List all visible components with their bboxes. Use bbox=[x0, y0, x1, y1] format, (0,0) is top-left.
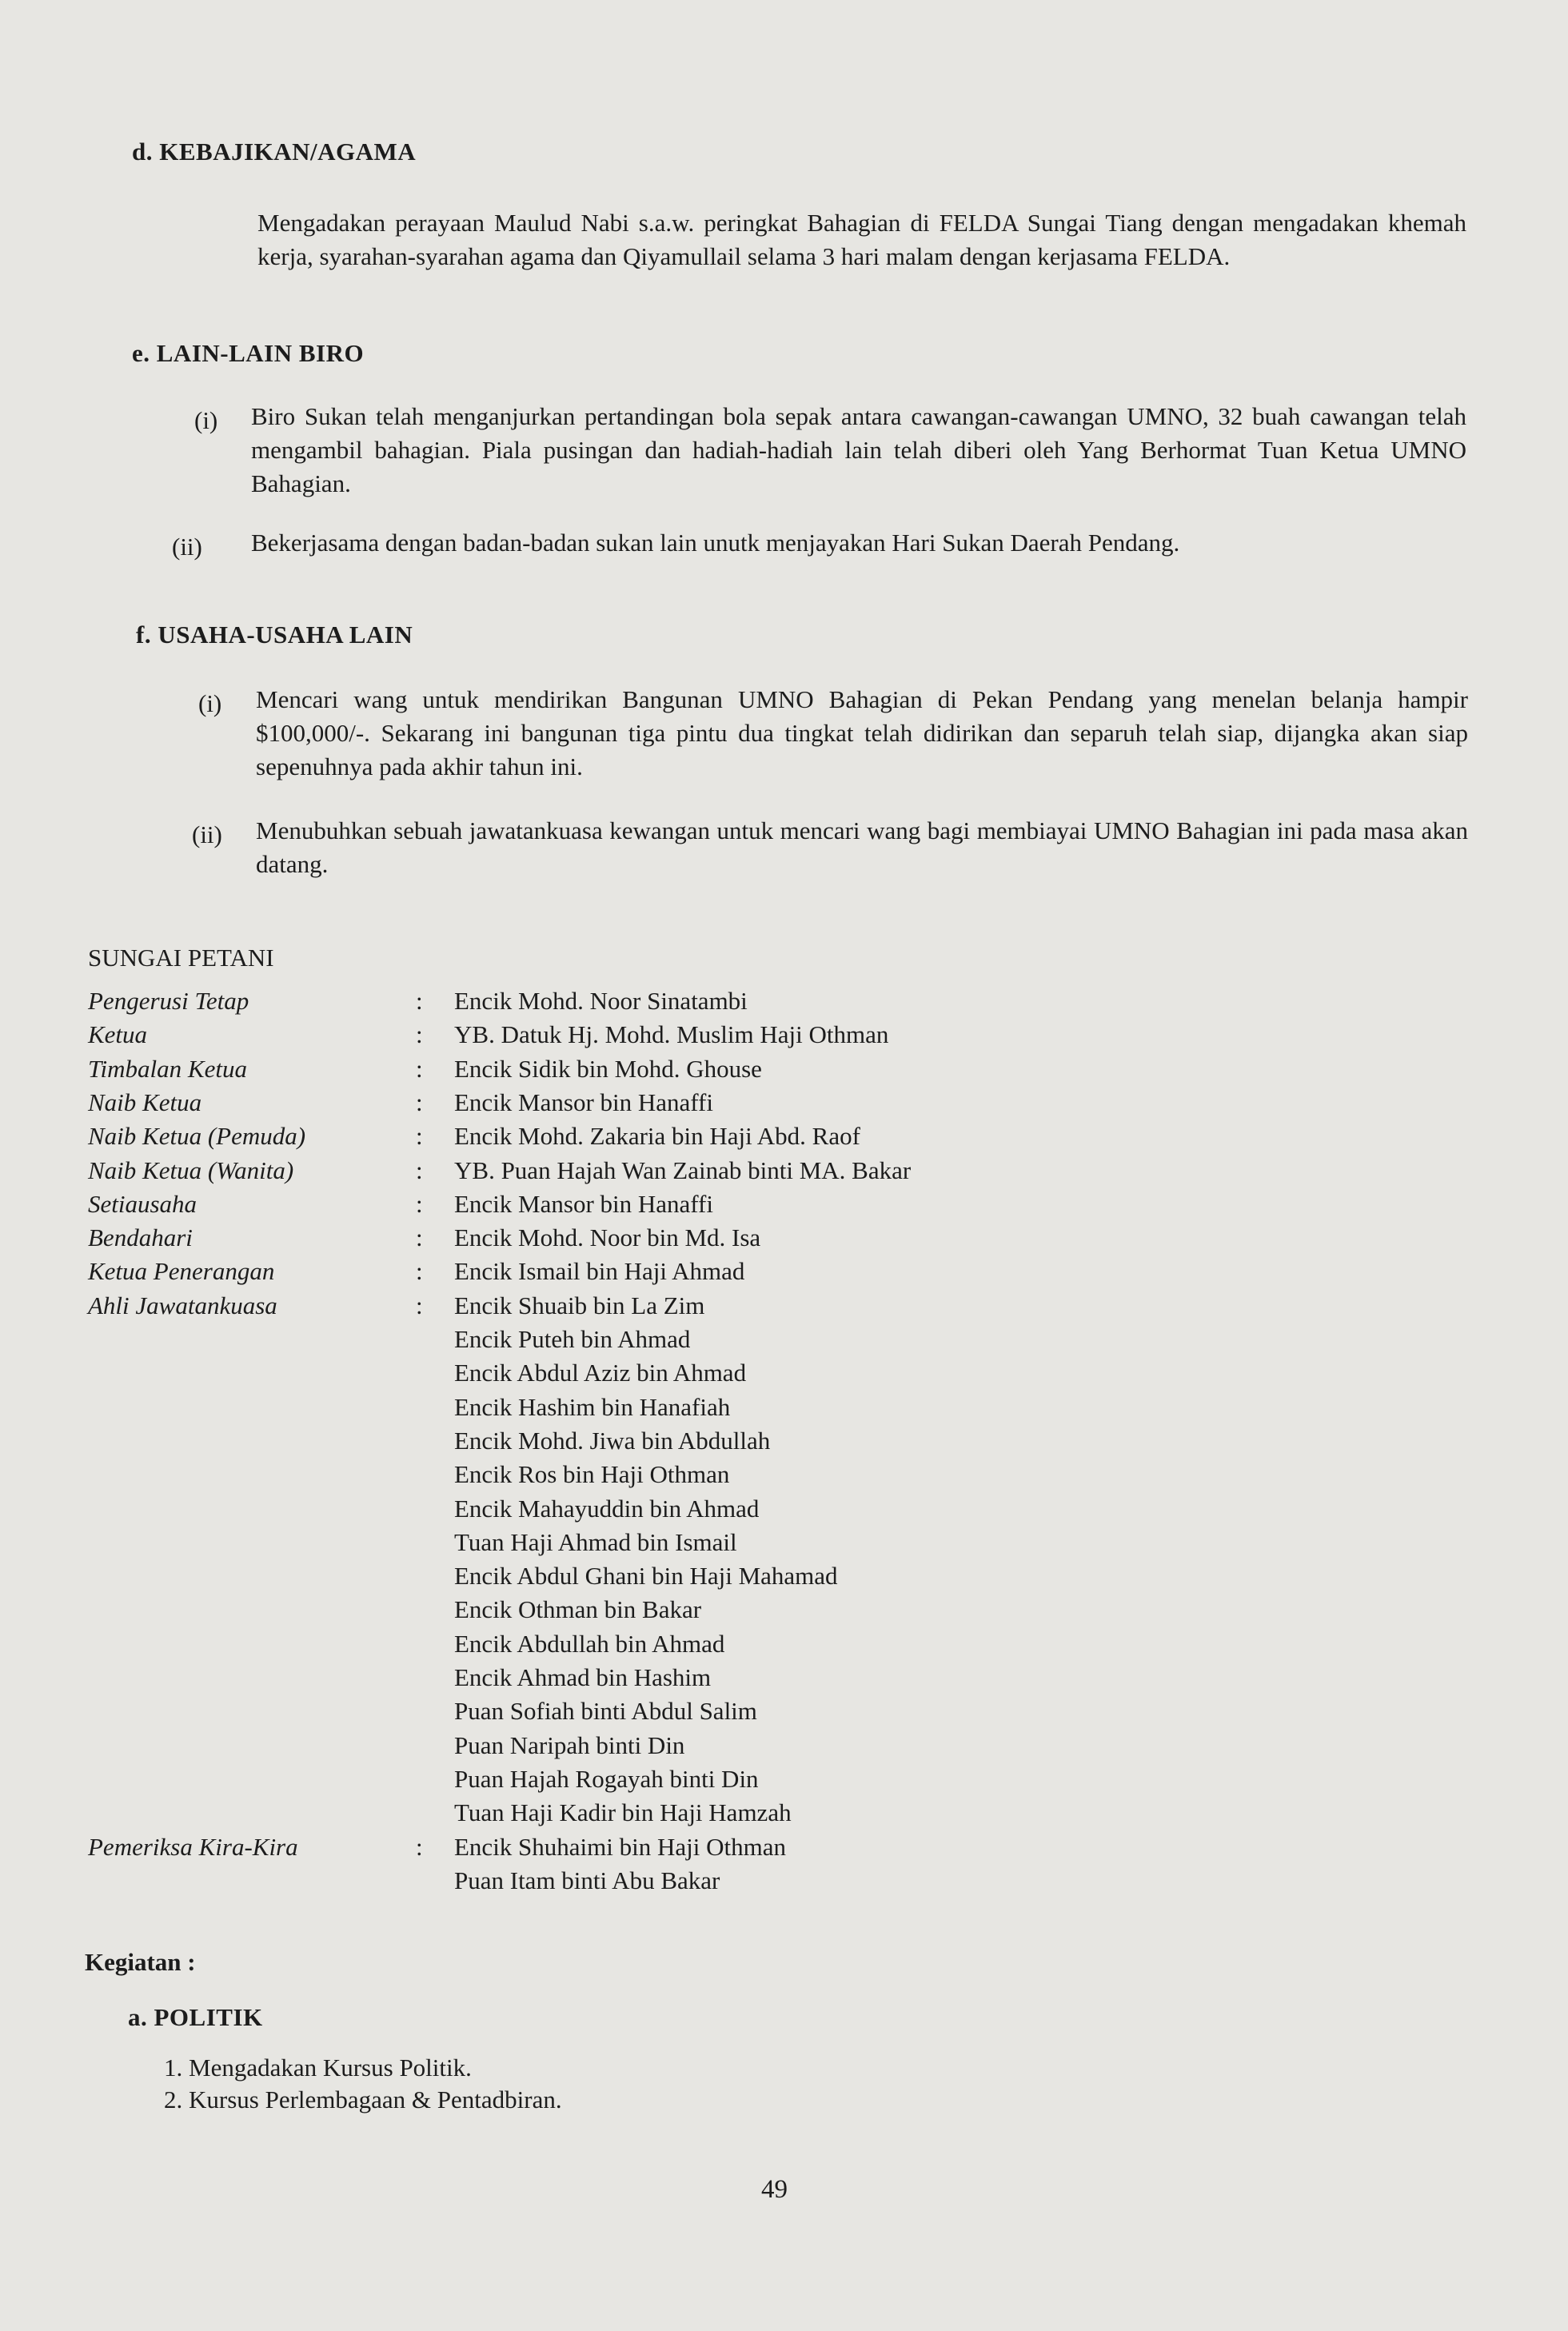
committee-role: Naib Ketua (Wanita) bbox=[88, 1156, 294, 1184]
committee-role: Setiausaha bbox=[88, 1189, 197, 1218]
committee-member-name: Encik Ros bin Haji Othman bbox=[454, 1460, 730, 1489]
committee-colon: : bbox=[416, 1122, 423, 1151]
committee-member-name: Encik Shuaib bin La Zim bbox=[454, 1291, 705, 1319]
committee-member-name: Encik Mohd. Noor Sinatambi bbox=[454, 987, 748, 1015]
committee-member-name: Tuan Haji Ahmad bin Ismail bbox=[454, 1527, 737, 1556]
committee-member-name: Encik Mahayuddin bin Ahmad bbox=[454, 1494, 760, 1523]
committee-role: Pengerusi Tetap bbox=[88, 987, 249, 1015]
committee-colon: : bbox=[416, 1054, 423, 1083]
committee-member-name: Encik Puteh bin Ahmad bbox=[454, 1325, 691, 1353]
committee-member-name: Encik Mohd. Zakaria bin Haji Abd. Raof bbox=[454, 1122, 860, 1151]
kegiatan-heading: Kegiatan : bbox=[85, 1948, 196, 1976]
committee-member-name: Encik Hashim bin Hanafiah bbox=[454, 1392, 731, 1421]
politik-item: 2. Kursus Perlembagaan & Pentadbiran. bbox=[164, 2086, 562, 2113]
committee-member-name: Encik Mohd. Noor bin Md. Isa bbox=[454, 1223, 761, 1252]
committee-role: Ketua Penerangan bbox=[88, 1257, 275, 1286]
committee-member-name: YB. Puan Hajah Wan Zainab binti MA. Bakar bbox=[454, 1156, 912, 1184]
committee-member-name: Encik Othman bin Bakar bbox=[454, 1595, 702, 1624]
section-f-item-text: Mencari wang untuk mendirikan Bangunan UMNO Bahagian di Pekan Pendang yang menelan belanja hampir $100,000/-. Sekarang ini bangunan tiga pintu dua tingkat telah didirikan dan separuh telah siap, dijangka akan siap sepenuhnya pada akhir tahun ini. bbox=[256, 685, 1468, 780]
committee-member-name: Encik Abdul Ghani bin Haji Mahamad bbox=[454, 1562, 838, 1591]
section-d-heading: d. KEBAJIKAN/AGAMA bbox=[132, 138, 417, 166]
committee-role: Naib Ketua bbox=[88, 1088, 202, 1116]
item-number: (i) bbox=[198, 689, 222, 717]
page-number: 49 bbox=[761, 2175, 788, 2204]
committee-member-name: Puan Naripah binti Din bbox=[454, 1730, 685, 1759]
committee-role: Naib Ketua (Pemuda) bbox=[88, 1122, 306, 1151]
politik-heading: a. POLITIK bbox=[128, 2003, 263, 2031]
committee-member-name: Encik Abdullah bin Ahmad bbox=[454, 1629, 725, 1658]
section-d-text: Mengadakan perayaan Maulud Nabi s.a.w. peringkat Bahagian di FELDA Sungai Tiang dengan mengadakan khemah kerja, syarahan-syarahan agama dan Qiyamullail selama 3 hari malam dengan kerjasama FELDA. bbox=[257, 209, 1466, 270]
committee-member-name: Tuan Haji Kadir bin Haji Hamzah bbox=[454, 1798, 792, 1827]
committee-member-name: Puan Sofiah binti Abdul Salim bbox=[454, 1697, 757, 1726]
committee-colon: : bbox=[416, 1156, 423, 1184]
committee-colon: : bbox=[416, 1257, 423, 1286]
section-e-item-text: Biro Sukan telah menganjurkan pertandingan bola sepak antara cawangan-cawangan UMNO, 32 buah cawangan telah mengambil bahagian. Piala pusingan dan hadiah-hadiah lain telah diberi oleh Yang Berhormat Tuan Ketua UMNO Bahagian. bbox=[251, 402, 1466, 497]
politik-item: 1. Mengadakan Kursus Politik. bbox=[164, 2054, 472, 2082]
committee-role: Ketua bbox=[88, 1020, 148, 1049]
section-e-item-text: Bekerjasama dengan badan-badan sukan lain unutk menjayakan Hari Sukan Daerah Pendang. bbox=[251, 529, 1180, 557]
committee-member-name: Encik Sidik bin Mohd. Ghouse bbox=[454, 1054, 762, 1083]
committee-member-name: Encik Mansor bin Hanaffi bbox=[454, 1189, 713, 1218]
committee-member-name: Encik Ismail bin Haji Ahmad bbox=[454, 1257, 745, 1286]
committee-colon: : bbox=[416, 1291, 423, 1319]
committee-member-name: YB. Datuk Hj. Mohd. Muslim Haji Othman bbox=[454, 1020, 889, 1049]
committee-colon: : bbox=[416, 1020, 423, 1049]
committee-role: Pemeriksa Kira-Kira bbox=[88, 1832, 298, 1861]
committee-role: Ahli Jawatankuasa bbox=[88, 1291, 277, 1319]
committee-member-name: Encik Mohd. Jiwa bin Abdullah bbox=[454, 1426, 771, 1455]
committee-colon: : bbox=[416, 1189, 423, 1218]
committee-member-name: Encik Ahmad bin Hashim bbox=[454, 1663, 712, 1691]
committee-colon: : bbox=[416, 1088, 423, 1116]
committee-member-name: Encik Abdul Aziz bin Ahmad bbox=[454, 1359, 747, 1387]
section-e-heading: e. LAIN-LAIN BIRO bbox=[132, 339, 365, 367]
committee-member-name: Puan Itam binti Abu Bakar bbox=[454, 1866, 720, 1894]
committee-colon: : bbox=[416, 987, 423, 1015]
committee-role: Timbalan Ketua bbox=[88, 1054, 247, 1083]
division-title: SUNGAI PETANI bbox=[88, 944, 274, 972]
committee-member-name: Puan Hajah Rogayah binti Din bbox=[454, 1764, 759, 1793]
committee-member-name: Encik Mansor bin Hanaffi bbox=[454, 1088, 713, 1116]
item-number: (i) bbox=[194, 406, 218, 434]
section-f-heading: f. USAHA-USAHA LAIN bbox=[136, 621, 413, 649]
committee-role: Bendahari bbox=[88, 1223, 193, 1252]
item-number: (ii) bbox=[172, 533, 202, 561]
committee-colon: : bbox=[416, 1223, 423, 1252]
item-number: (ii) bbox=[192, 820, 222, 848]
committee-colon: : bbox=[416, 1832, 423, 1861]
section-f-item-text: Menubuhkan sebuah jawatankuasa kewangan untuk mencari wang bagi membiayai UMNO Bahagian ini pada masa akan datang. bbox=[256, 816, 1468, 878]
committee-member-name: Encik Shuhaimi bin Haji Othman bbox=[454, 1832, 787, 1861]
